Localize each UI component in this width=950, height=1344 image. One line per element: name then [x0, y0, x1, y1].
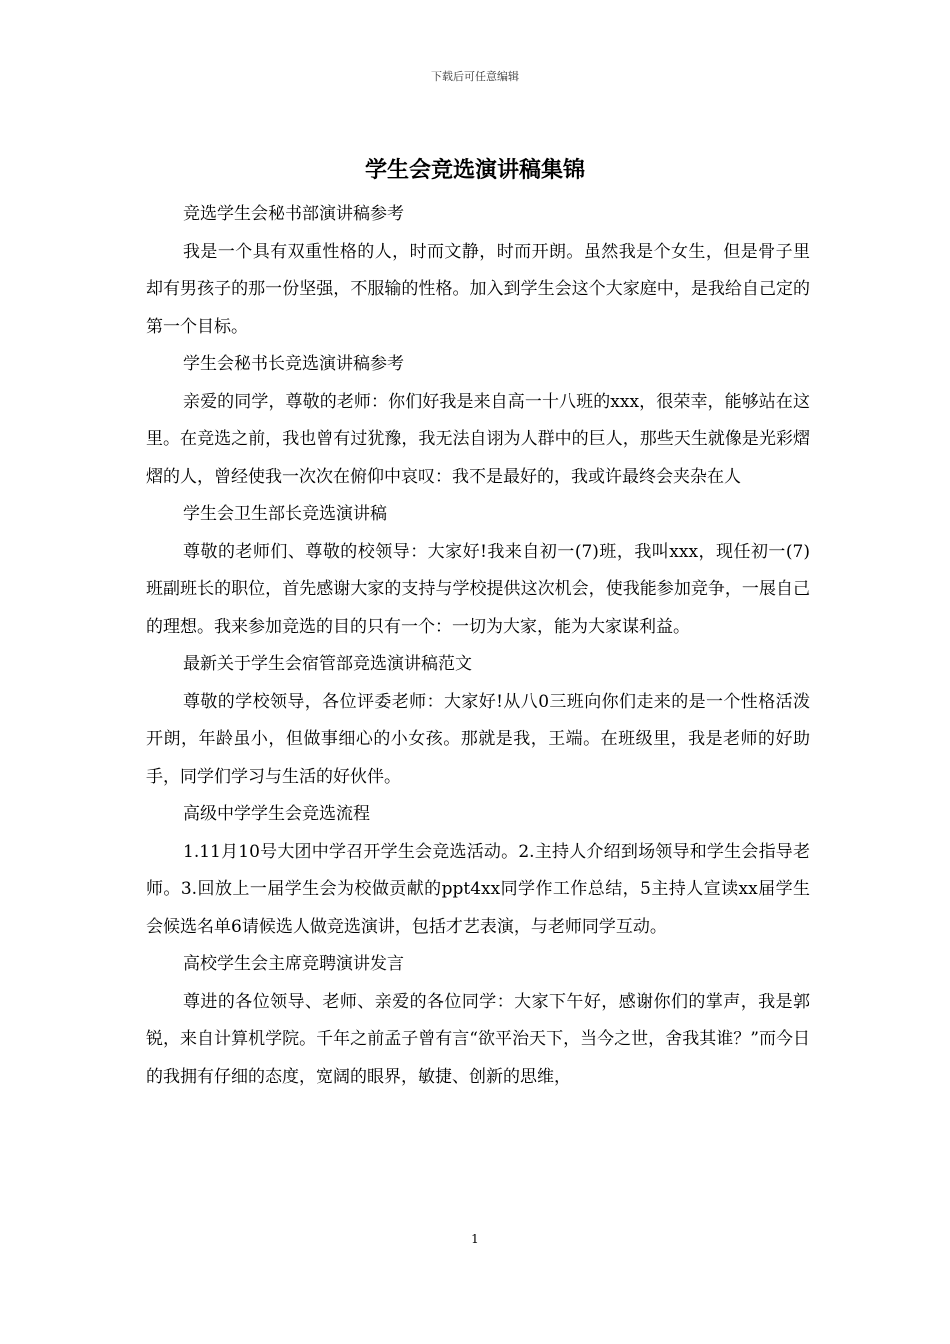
document-body [146, 196, 810, 1096]
section-heading: 学生会秘书长竞选演讲稿参考 [183, 354, 404, 374]
paragraph: 尊进的各位领导、老师、亲爱的各位同学：大家下午好，感谢你们的掌声，我是郭锐，来自计算机学院。千年之前孟子曾有言“欲平治天下，当今之世，舍我其谁？”而今日的我拥有仔细的态度，宽阔的眼界，敏捷、创新的思维， [146, 991, 810, 1087]
section-heading: 竞选学生会秘书部演讲稿参考 [183, 204, 404, 224]
paragraph: 亲爱的同学，尊敬的老师：你们好我是来自高一十八班的xxx，很荣幸，能够站在这里。在竞选之前，我也曾有过犹豫，我无法自诩为人群中的巨人，那些天生就像是光彩熠熠的人，曾经使我一次次在俯仰中哀叹：我不是最好的，我或许最终会夹杂在人 [146, 391, 810, 487]
section-heading: 最新关于学生会宿管部竞选演讲稿范文 [183, 654, 472, 674]
section-heading: 高校学生会主席竞聘演讲发言 [183, 954, 404, 974]
paragraph: 尊敬的学校领导，各位评委老师：大家好!从八0三班向你们走来的是一个性格活泼开朗，年龄虽小，但做事细心的小女孩。那就是我，王端。在班级里，我是老师的好助手，同学们学习与生活的好伙伴。 [146, 691, 810, 787]
page-number: 1 [471, 1232, 479, 1246]
paragraph: 尊敬的老师们、尊敬的校领导：大家好!我来自初一(7)班，我叫xxx，现任初一(7)班副班长的职位，首先感谢大家的支持与学校提供这次机会，使我能参加竞争，一展自己的理想。我来参加竞选的目的只有一个：一切为大家，能为大家谋利益。 [146, 541, 810, 637]
paragraph: 我是一个具有双重性格的人，时而文静，时而开朗。虽然我是个女生，但是骨子里却有男孩子的那一份坚强，不服输的性格。加入到学生会这个大家庭中，是我给自己定的第一个目标。 [146, 241, 810, 337]
document-title: 学生会竞选演讲稿集锦 [364, 158, 585, 183]
page-header: 下载后可任意编辑 [431, 70, 519, 83]
paragraph: 1.11月10号大团中学召开学生会竞选活动。2.主持人介绍到场领导和学生会指导老师。3.回放上一届学生会为校做贡献的ppt4xx同学作工作总结，5主持人宣读xx届学生会候选名单6请候选人做竞选演讲，包括才艺表演，与老师同学互动。 [146, 841, 810, 937]
section-heading: 高级中学学生会竞选流程 [183, 804, 370, 824]
section-heading: 学生会卫生部长竞选演讲稿 [183, 504, 387, 524]
